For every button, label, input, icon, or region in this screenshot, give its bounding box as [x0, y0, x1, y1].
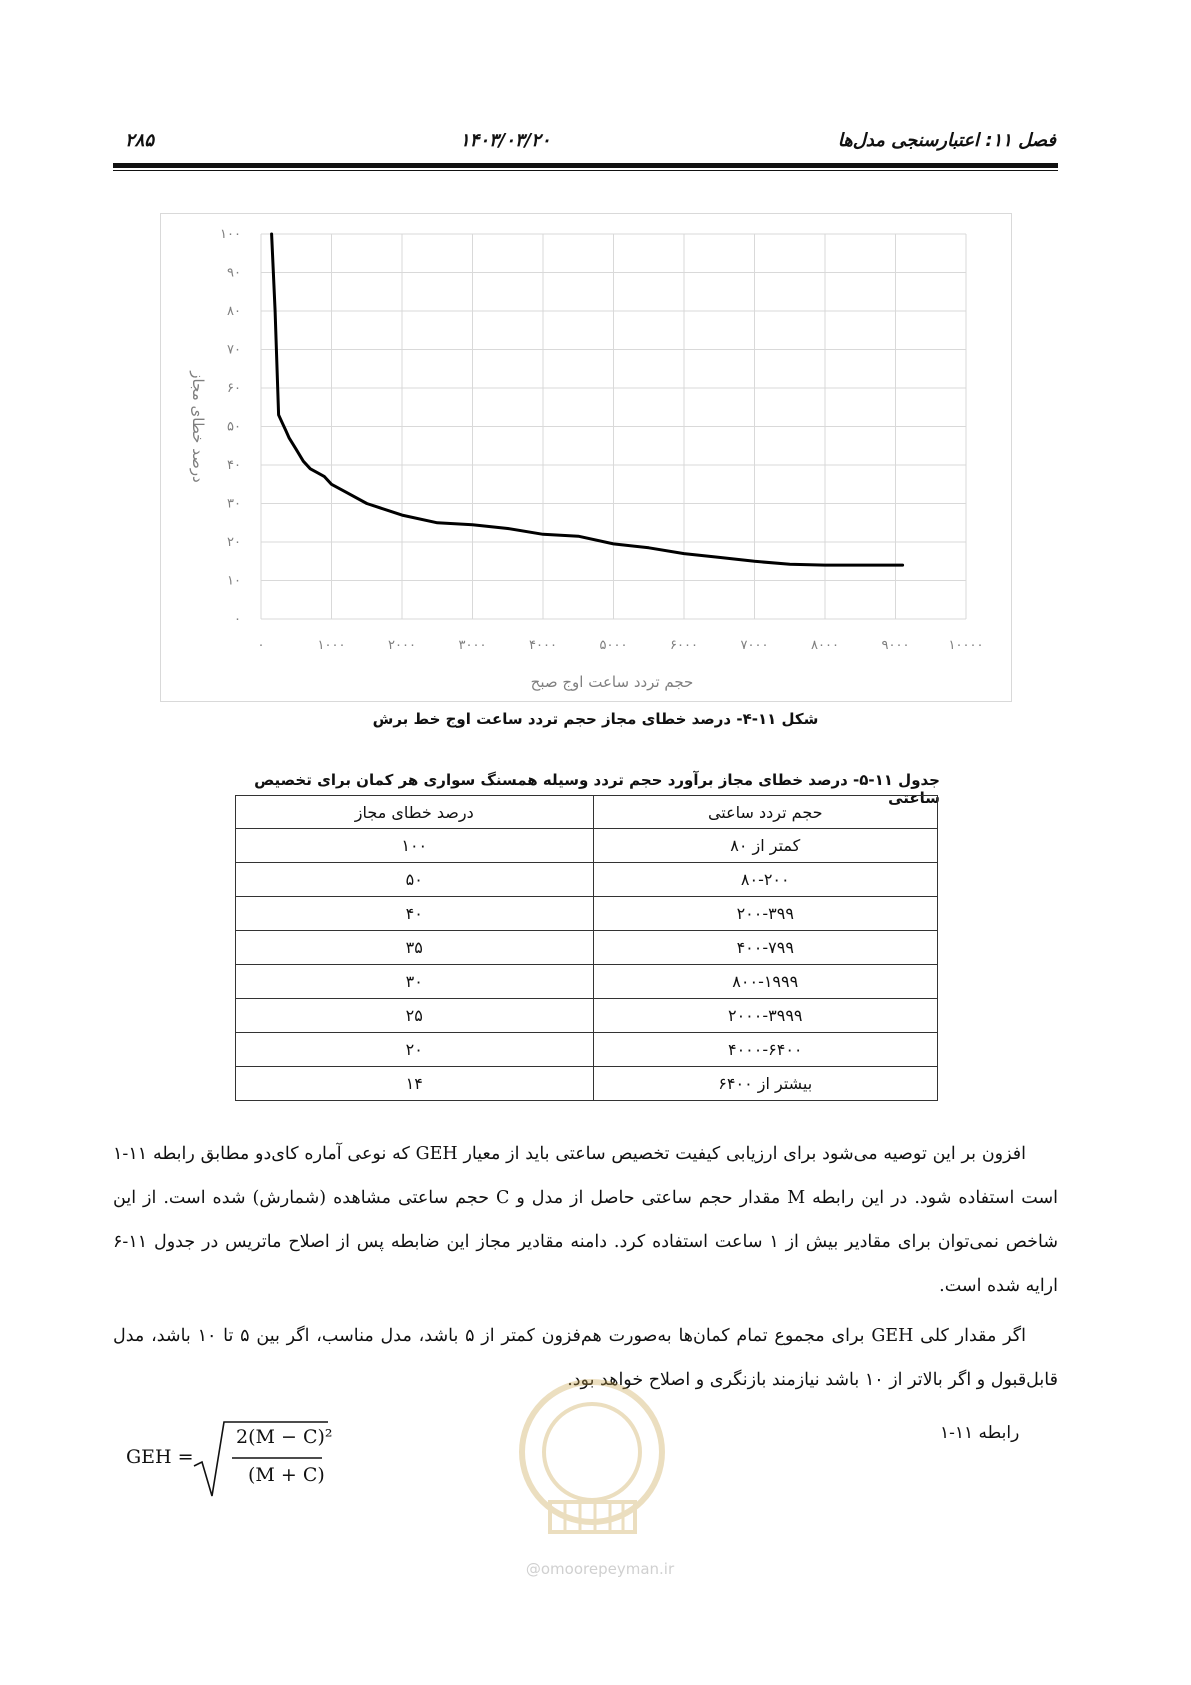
y-tick-label: ۳۰ — [227, 496, 241, 512]
figure-caption: شکل ۱۱-۴- درصد خطای مجاز حجم تردد ساعت اوج خط برش — [372, 710, 819, 728]
table-row — [236, 931, 938, 965]
x-tick-label: ۶۰۰۰ — [670, 638, 698, 653]
y-tick-label: ۵۰ — [227, 419, 241, 435]
table-row — [236, 1033, 938, 1067]
x-axis-label: حجم تردد ساعت اوج صبح — [530, 673, 694, 691]
table-row — [236, 863, 938, 897]
x-tick-label: ۱۰۰۰۰ — [948, 638, 984, 653]
table-cell: ۳۰ — [236, 965, 594, 999]
table-cell: ۱۴ — [236, 1067, 594, 1101]
watermark-text: @omoorepeyman.ir — [525, 1560, 675, 1578]
y-tick-label: ۶۰ — [227, 381, 241, 396]
table-row — [236, 1067, 938, 1101]
table-row — [236, 965, 938, 999]
header-rule-thin — [113, 170, 1058, 171]
formula-denominator: (M + C) — [248, 1464, 325, 1486]
table-cell: کمتر از ۸۰ — [593, 829, 938, 863]
x-tick-label: ۱۰۰۰ — [317, 638, 346, 653]
table-cell: ۸۰۰-۱۹۹۹ — [593, 965, 938, 999]
header-rule — [113, 163, 1058, 168]
x-tick-label: ۸۰۰۰ — [811, 638, 839, 653]
table-row — [236, 897, 938, 931]
table-caption: جدول ۱۱-۵- درصد خطای مجاز برآورد حجم تردد وسیله همسنگ سواری هر کمان برای تخصیص ساعتی — [254, 771, 940, 807]
y-tick-label: ۱۰ — [227, 573, 241, 589]
y-tick-label: ۴۰ — [227, 458, 241, 473]
x-tick-label: ۲۰۰۰ — [388, 638, 416, 653]
y-tick-label: ۷۰ — [227, 342, 241, 358]
x-tick-label: ۷۰۰۰ — [740, 638, 769, 653]
table-cell: ۱۰۰ — [236, 829, 594, 863]
table-cell: ۴۰۰-۷۹۹ — [593, 931, 938, 965]
table-row — [236, 999, 938, 1033]
table-cell: ۲۰۰-۳۹۹ — [593, 897, 938, 931]
table-cell: ۳۵ — [236, 931, 594, 965]
paragraph-text: اگر مقدار کلی GEH برای مجموع تمام کمان‌ها به‌صورت هم‌فزون کمتر از ۵ باشد، مدل مناسب، اگر بین ۵ تا ۱۰ باشد، مدل قابل‌قبول و اگر بالاتر از ۱۰ باشد نیازمند بازنگری و اصلاح خواهد بود. — [113, 1326, 1058, 1390]
table-cell: ۵۰ — [236, 863, 594, 897]
y-tick-label: ۱۰۰ — [220, 227, 241, 242]
header-date: ۱۴۰۳/۰۳/۲۰ — [460, 130, 551, 151]
table-cell: ۲۰ — [236, 1033, 594, 1067]
x-tick-label: ۰ — [257, 638, 265, 653]
paragraph — [113, 1132, 1058, 1308]
paragraph-text: افزون بر این توصیه می‌شود برای ارزیابی کیفیت تخصیص ساعتی باید از معیار GEH که نوعی آماره کای‌دو مطابق رابطه ۱۱-۱ است استفاده شود. در این رابطه M مقدار حجم ساعتی حاصل از مدل و C حجم ساعتی مشاهده (شمارش) شده است. از این شاخص نمی‌توان برای مقادیر بیش از ۱ ساعت استفاده کرد. دامنه مقادیر مجاز این ضابطه پس از اصلاح ماتریس در جدول ۱۱-۶ ارایه شده است. — [113, 1144, 1058, 1296]
watermark-seal — [495, 1372, 690, 1552]
y-tick-label: ۰ — [234, 612, 241, 627]
line-chart — [161, 214, 1011, 701]
chart-frame — [160, 213, 1012, 702]
table-cell: ۸۰-۲۰۰ — [593, 863, 938, 897]
table-cell: بیشتر از ۶۴۰۰ — [593, 1067, 938, 1101]
page-number: ۲۸۵ — [125, 130, 155, 151]
x-tick-label: ۴۰۰۰ — [529, 638, 557, 653]
y-axis-label: درصد خطای مجاز — [189, 371, 207, 483]
table-cell: ۴۰۰۰-۶۴۰۰ — [593, 1033, 938, 1067]
x-tick-label: ۹۰۰۰ — [881, 638, 910, 653]
equation-label: رابطه ۱۱-۱ — [940, 1423, 1020, 1443]
x-tick-label: ۳۰۰۰ — [458, 638, 487, 653]
y-tick-label: ۸۰ — [227, 304, 241, 319]
error-table — [235, 795, 938, 1101]
x-tick-label: ۵۰۰۰ — [599, 638, 628, 653]
chapter-title: فصل ۱۱: اعتبارسنجی مدل‌ها — [837, 130, 1056, 151]
table-header-row — [236, 796, 938, 829]
table-cell: ۲۰۰۰-۳۹۹۹ — [593, 999, 938, 1033]
formula-lhs: GEH = — [126, 1446, 194, 1468]
series-line — [272, 234, 903, 565]
y-tick-label: ۲۰ — [227, 535, 241, 550]
y-tick-label: ۹۰ — [227, 265, 241, 281]
formula-numerator: 2(M − C)² — [236, 1426, 333, 1448]
table-cell: ۲۵ — [236, 999, 594, 1033]
table-row — [236, 829, 938, 863]
table-cell: ۴۰ — [236, 897, 594, 931]
table-header-cell: درصد خطای مجاز — [236, 796, 594, 829]
table-header-cell: حجم تردد ساعتی — [593, 796, 938, 829]
